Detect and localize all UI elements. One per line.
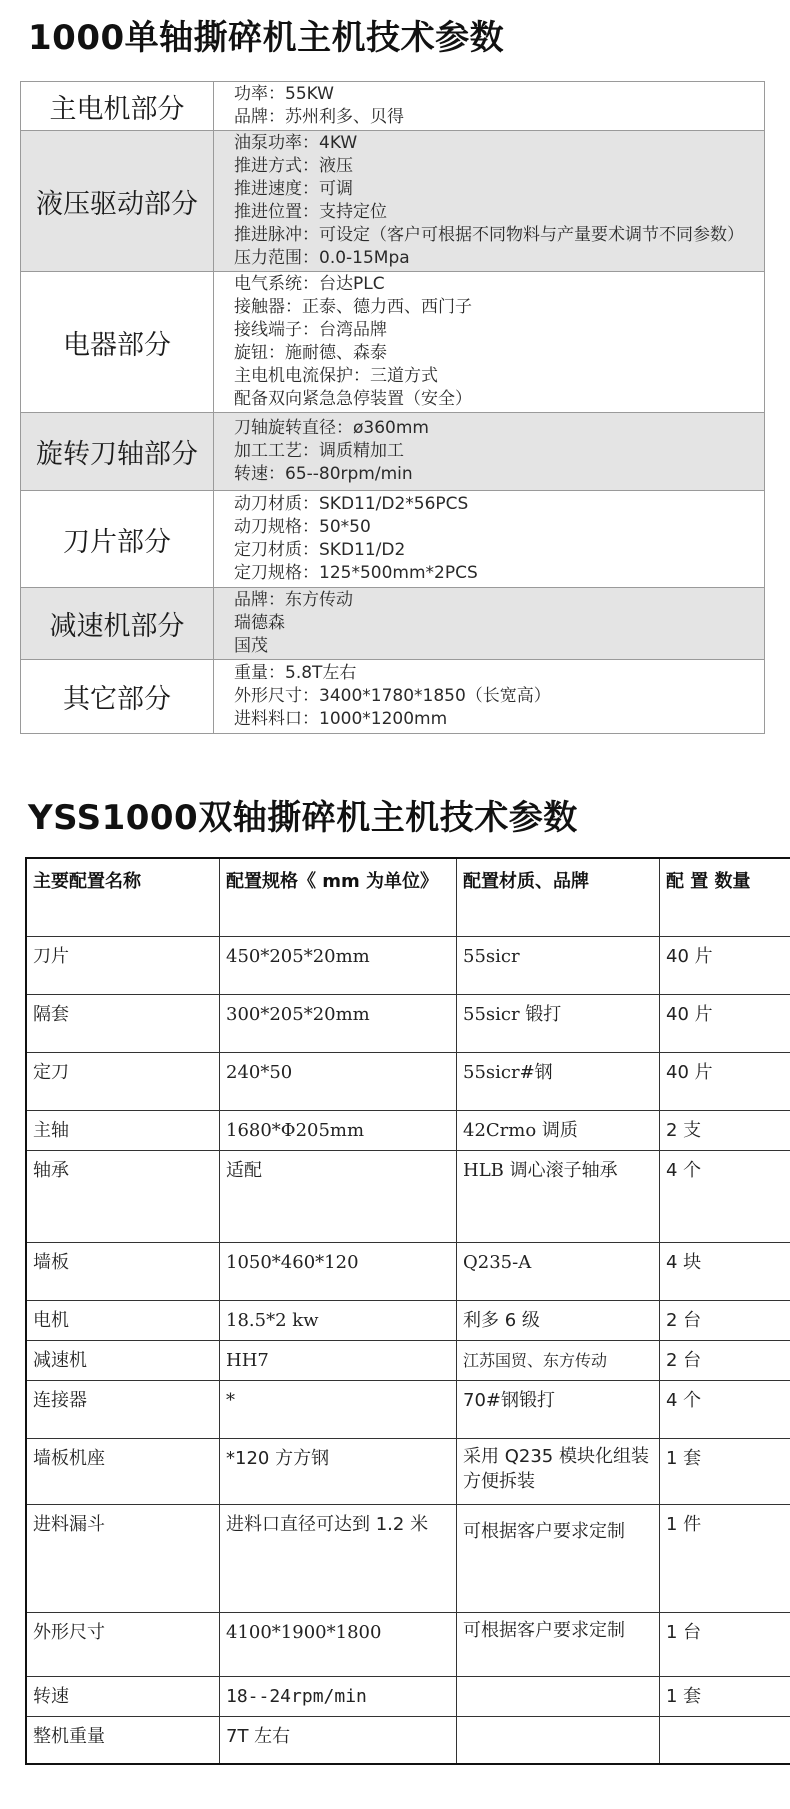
cell-material: 55sicr 锻打 [457, 994, 660, 1052]
detail-line: 转速：65--80rpm/min [234, 464, 413, 484]
section-label: 电器部分 [21, 272, 214, 413]
detail-line: 推进方式：液压 [234, 156, 353, 176]
section-details [214, 491, 765, 588]
cell-name: 外形尺寸 [26, 1612, 220, 1676]
spec-row-hydraulic [21, 131, 765, 272]
cell-name: 进料漏斗 [26, 1504, 220, 1612]
cell-material: 采用 Q235 模块化组装方便拆装 [457, 1438, 660, 1504]
section-label: 刀片部分 [21, 491, 214, 588]
cell-name: 减速机 [26, 1340, 220, 1380]
dual-shaft-config-table [25, 857, 790, 1765]
table-row [26, 1340, 790, 1380]
cell-qty: 1 件 [660, 1504, 790, 1612]
cell-spec: 进料口直径可达到 1.2 米 [220, 1504, 457, 1612]
detail-line: 瑞德森 [234, 613, 285, 633]
cell-qty: 2 台 [660, 1340, 790, 1380]
spec-row-blades [21, 491, 765, 588]
section-details [214, 272, 765, 413]
table-row [26, 1504, 790, 1612]
cell-name: 定刀 [26, 1052, 220, 1110]
section-label: 减速机部分 [21, 588, 214, 660]
cell-spec: 18--24rpm/min [220, 1676, 457, 1716]
cell-qty: 40 片 [660, 1052, 790, 1110]
spec-row-other [21, 660, 765, 734]
cell-name: 墙板机座 [26, 1438, 220, 1504]
cell-qty: 4 块 [660, 1242, 790, 1300]
cell-material: 可根据客户要求定制 [457, 1612, 660, 1676]
section-details [214, 660, 765, 734]
cell-name: 连接器 [26, 1380, 220, 1438]
cell-qty: 40 片 [660, 936, 790, 994]
detail-line: 动刀材质：SKD11/D2*56PCS [234, 494, 469, 514]
cell-material: 55sicr [457, 936, 660, 994]
section-details [214, 82, 765, 131]
spec-row-main-motor [21, 82, 765, 131]
cell-name: 整机重量 [26, 1716, 220, 1764]
cell-qty: 4 个 [660, 1150, 790, 1242]
detail-line: 品牌：苏州利多、贝得 [234, 107, 404, 127]
detail-line: 推进速度：可调 [234, 179, 353, 199]
cell-material [457, 1716, 660, 1764]
section-label: 其它部分 [21, 660, 214, 734]
table-row [26, 1676, 790, 1716]
cell-material: 70#钢锻打 [457, 1380, 660, 1438]
detail-line: 推进位置：支持定位 [234, 202, 387, 222]
table-row [26, 1242, 790, 1300]
cell-qty [660, 1716, 790, 1764]
table-row [26, 994, 790, 1052]
table-row [26, 1612, 790, 1676]
cell-spec: 18.5*2 kw [220, 1300, 457, 1340]
spec-row-reducer [21, 588, 765, 660]
cell-material: 42Crmo 调质 [457, 1110, 660, 1150]
detail-line: 进料料口：1000*1200mm [234, 709, 448, 729]
detail-line: 压力范围：0.0-15Mpa [234, 248, 410, 268]
detail-line: 定刀规格：125*500mm*2PCS [234, 563, 478, 583]
cell-material: Q235-A [457, 1242, 660, 1300]
detail-line: 接触器：正泰、德力西、西门子 [234, 297, 472, 317]
main-title: 1000单轴撕碎机主机技术参数 [28, 18, 505, 58]
header-config-material: 配置材质、品牌 [457, 858, 660, 936]
cell-spec: *120 方方钢 [220, 1438, 457, 1504]
section-label: 液压驱动部分 [21, 131, 214, 272]
cell-qty: 2 支 [660, 1110, 790, 1150]
cell-spec: 1050*460*120 [220, 1242, 457, 1300]
cell-material: 利多 6 级 [457, 1300, 660, 1340]
section-label: 旋转刀轴部分 [21, 413, 214, 491]
cell-spec: 450*205*20mm [220, 936, 457, 994]
header-config-qty: 配 置 数量 [660, 858, 790, 936]
cell-material: 55sicr#钢 [457, 1052, 660, 1110]
cell-material: HLB 调心滚子轴承 [457, 1150, 660, 1242]
cell-spec: 240*50 [220, 1052, 457, 1110]
detail-line: 旋钮：施耐德、森泰 [234, 343, 387, 363]
detail-line: 油泵功率：4KW [234, 133, 358, 153]
section-details [214, 588, 765, 660]
cell-name: 墙板 [26, 1242, 220, 1300]
detail-line: 重量：5.8T左右 [234, 663, 357, 683]
cell-material: 可根据客户要求定制 [457, 1504, 660, 1612]
cell-qty: 4 个 [660, 1380, 790, 1438]
detail-line: 推进脉冲：可设定（客户可根据不同物料与产量要术调节不同参数） [234, 225, 744, 245]
detail-line: 刀轴旋转直径：ø360mm [234, 418, 429, 438]
cell-name: 转速 [26, 1676, 220, 1716]
cell-spec: 1680*Φ205mm [220, 1110, 457, 1150]
single-shaft-spec-table [20, 81, 765, 734]
detail-line: 加工工艺：调质精加工 [234, 441, 404, 461]
header-config-spec: 配置规格《 mm 为单位》 [220, 858, 457, 936]
section-details [214, 413, 765, 491]
header-config-name: 主要配置名称 [26, 858, 220, 936]
detail-line: 动刀规格：50*50 [234, 517, 371, 537]
cell-qty: 40 片 [660, 994, 790, 1052]
detail-line: 电气系统：台达PLC [234, 274, 385, 294]
cell-name: 主轴 [26, 1110, 220, 1150]
table-row [26, 936, 790, 994]
cell-spec: * [220, 1380, 457, 1438]
dual-shaft-title: YSS1000双轴撕碎机主机技术参数 [28, 798, 578, 838]
cell-name: 轴承 [26, 1150, 220, 1242]
table-header-row [26, 858, 790, 936]
cell-name: 刀片 [26, 936, 220, 994]
cell-qty: 2 台 [660, 1300, 790, 1340]
cell-material [457, 1676, 660, 1716]
detail-line: 外形尺寸：3400*1780*1850（长宽高） [234, 686, 551, 706]
cell-spec: 300*205*20mm [220, 994, 457, 1052]
detail-line: 国茂 [234, 636, 268, 656]
section-label: 主电机部分 [21, 82, 214, 131]
cell-qty: 1 套 [660, 1438, 790, 1504]
table-row [26, 1438, 790, 1504]
table-row [26, 1150, 790, 1242]
cell-spec: HH7 [220, 1340, 457, 1380]
detail-line: 接线端子：台湾品牌 [234, 320, 387, 340]
table-row [26, 1052, 790, 1110]
detail-line: 功率：55KW [234, 84, 334, 104]
section-details [214, 131, 765, 272]
detail-line: 品牌：东方传动 [234, 590, 353, 610]
spec-row-electrical [21, 272, 765, 413]
table-row [26, 1110, 790, 1150]
cell-qty: 1 台 [660, 1612, 790, 1676]
table-row [26, 1300, 790, 1340]
cell-material: 江苏国贸、东方传动 [457, 1340, 660, 1380]
detail-line: 主电机电流保护：三道方式 [234, 366, 438, 386]
spec-row-rotor-shaft [21, 413, 765, 491]
cell-name: 隔套 [26, 994, 220, 1052]
detail-line: 定刀材质：SKD11/D2 [234, 540, 406, 560]
table-row [26, 1380, 790, 1438]
cell-qty: 1 套 [660, 1676, 790, 1716]
table-row [26, 1716, 790, 1764]
cell-spec: 适配 [220, 1150, 457, 1242]
detail-line: 配备双向紧急急停装置（安全） [234, 389, 472, 409]
cell-name: 电机 [26, 1300, 220, 1340]
cell-spec: 4100*1900*1800 [220, 1612, 457, 1676]
cell-spec: 7T 左右 [220, 1716, 457, 1764]
